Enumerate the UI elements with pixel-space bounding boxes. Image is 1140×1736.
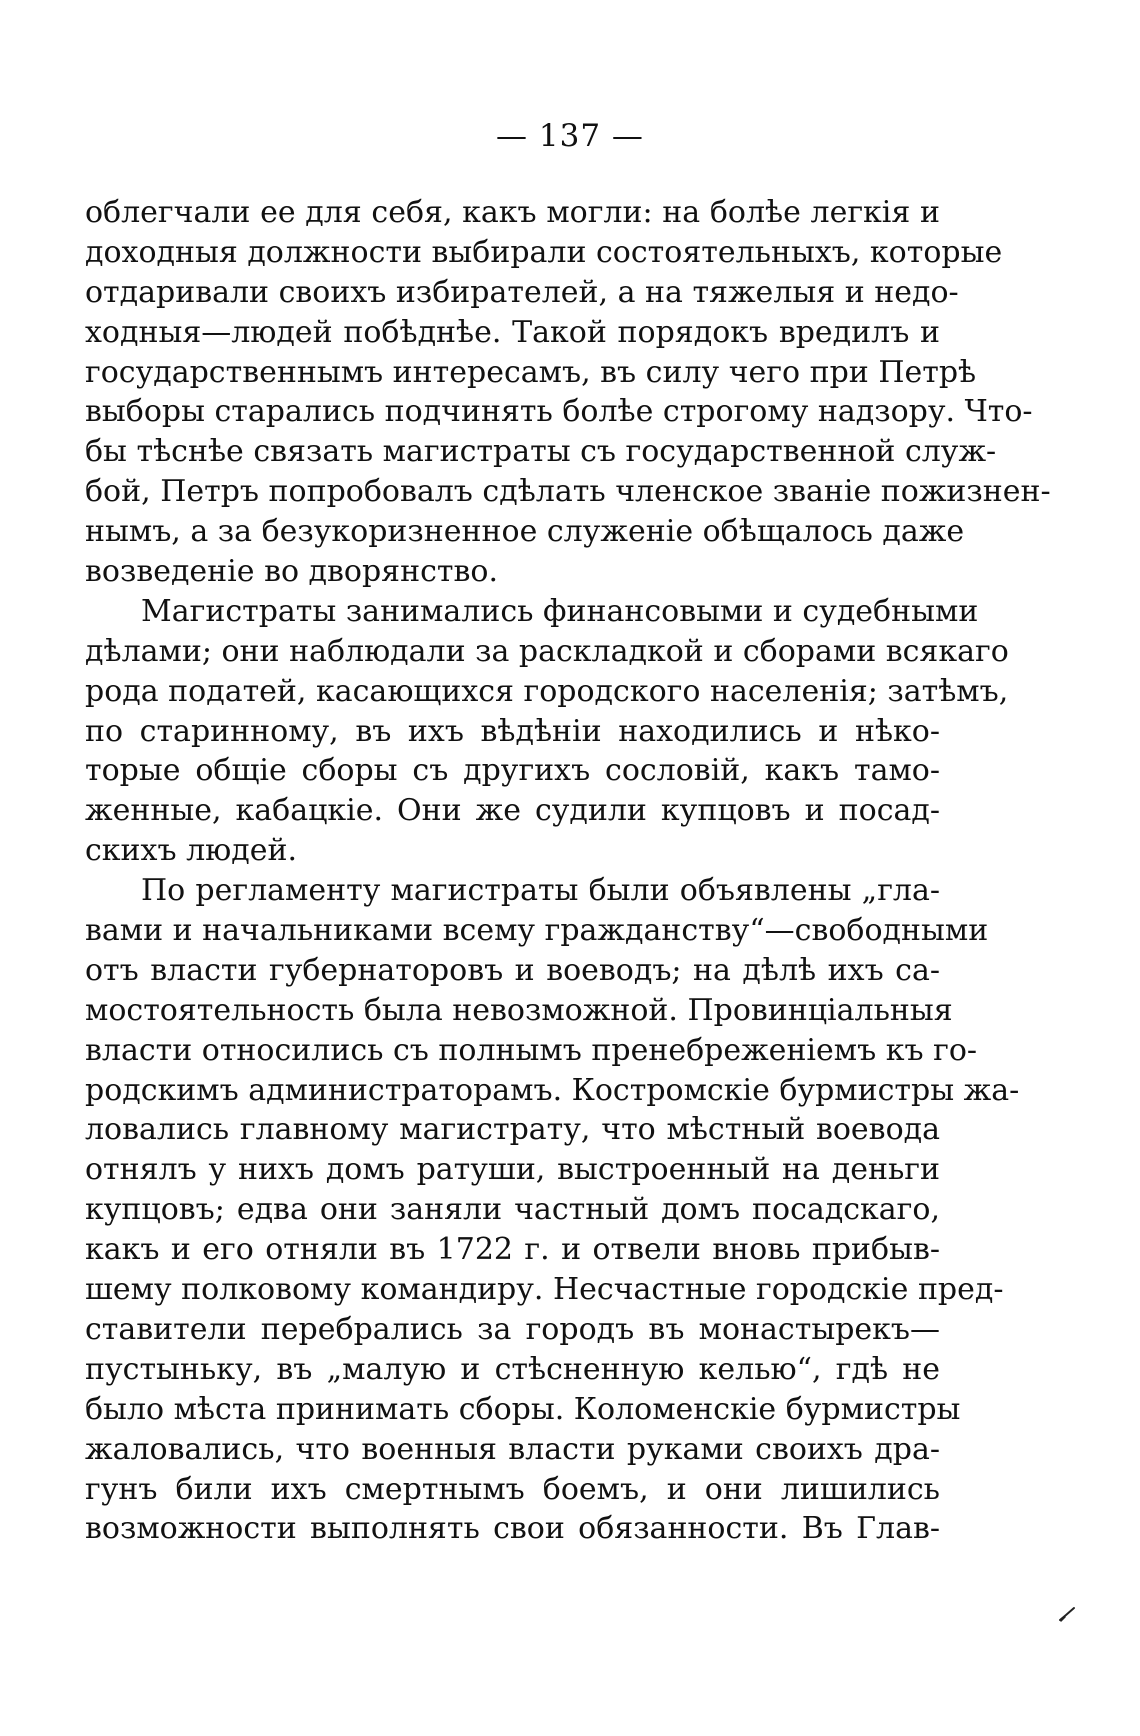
text-line: женные, кабацкіе. Они же судили купцовъ и посад- (85, 793, 940, 829)
text-line: выборы старались подчинять болѣе строгому надзору. Что- (85, 394, 1033, 430)
text-line: ловались главному магистрату, что мѣстный воевода (85, 1112, 940, 1148)
text-line: возможности выполнять свои обязанности. Въ Глав- (85, 1511, 940, 1547)
text-line: рода податей, касающихся городского населенія; затѣмъ, (85, 673, 1009, 709)
text-line: нымъ, а за безукоризненное служеніе обѣщалось даже (85, 514, 965, 550)
body-text (85, 193, 1051, 1549)
text-line: гунъ били ихъ смертнымъ боемъ, и они лишились (85, 1471, 940, 1507)
text-line: торые общіе сборы съ другихъ сословій, какъ тамо- (85, 753, 940, 789)
text-line: родскимъ администраторамъ. Костромскіе бурмистры жа- (85, 1072, 1020, 1108)
text-line: власти относились съ полнымъ пренебреженіемъ къ го- (85, 1032, 978, 1068)
text-line: отъ власти губернаторовъ и воеводъ; на дѣлѣ ихъ са- (85, 952, 940, 988)
text-line: скихъ людей. (85, 833, 298, 869)
text-line: отдаривали своихъ избирателей, а на тяжелыя и недо- (85, 274, 959, 310)
page-number: — 137 — (496, 118, 644, 154)
text-line: ставители перебрались за городъ въ монастырекъ— (85, 1311, 940, 1347)
text-line: дѣлами; они наблюдали за раскладкой и сборами всякаго (85, 633, 1009, 669)
text-line: пустыньку, въ „малую и стѣсненную келью“, гдѣ не (85, 1351, 940, 1387)
text-line: жаловались, что военныя власти руками своихъ дра- (85, 1431, 940, 1467)
text-line: мостоятельность была невозможной. Провинціальныя (85, 992, 953, 1028)
paragraph-start-line: По регламенту магистраты были объявлены „гла- (141, 873, 940, 909)
text-line: доходныя должности выбирали состоятельныхъ, которые (85, 234, 1003, 270)
text-line: какъ и его отняли въ 1722 г. и отвели вновь прибыв- (85, 1232, 940, 1268)
pen-mark-icon (1058, 1606, 1076, 1624)
text-line: облегчали ее для себя, какъ могли: на болѣе легкія и (85, 195, 940, 230)
paragraph-start-line: Магистраты занимались финансовыми и судебными (141, 593, 979, 629)
text-line: шему полковому командиру. Несчастные городскіе пред- (85, 1272, 1004, 1308)
text-line: государственнымъ интересамъ, въ силу чего при Петрѣ (85, 354, 977, 390)
text-line: бы тѣснѣе связать магистраты съ государственной служ- (85, 434, 997, 470)
text-line: купцовъ; едва они заняли частный домъ посадскаго, (85, 1192, 940, 1228)
text-line: бой, Петръ попробовалъ сдѣлать членское званіе пожизнен- (85, 474, 1051, 510)
text-line: вами и начальниками всему гражданству“—свободными (85, 913, 989, 949)
text-line: по старинному, въ ихъ вѣдѣніи находились и нѣко- (85, 713, 940, 749)
text-line: было мѣста принимать сборы. Коломенскіе бурмистры (85, 1391, 961, 1427)
text-line: возведеніе во дворянство. (85, 554, 498, 590)
text-line: отнялъ у нихъ домъ ратуши, выстроенный на деньги (85, 1152, 940, 1188)
text-line: ходныя—людей побѣднѣе. Такой порядокъ вредилъ и (85, 314, 940, 350)
